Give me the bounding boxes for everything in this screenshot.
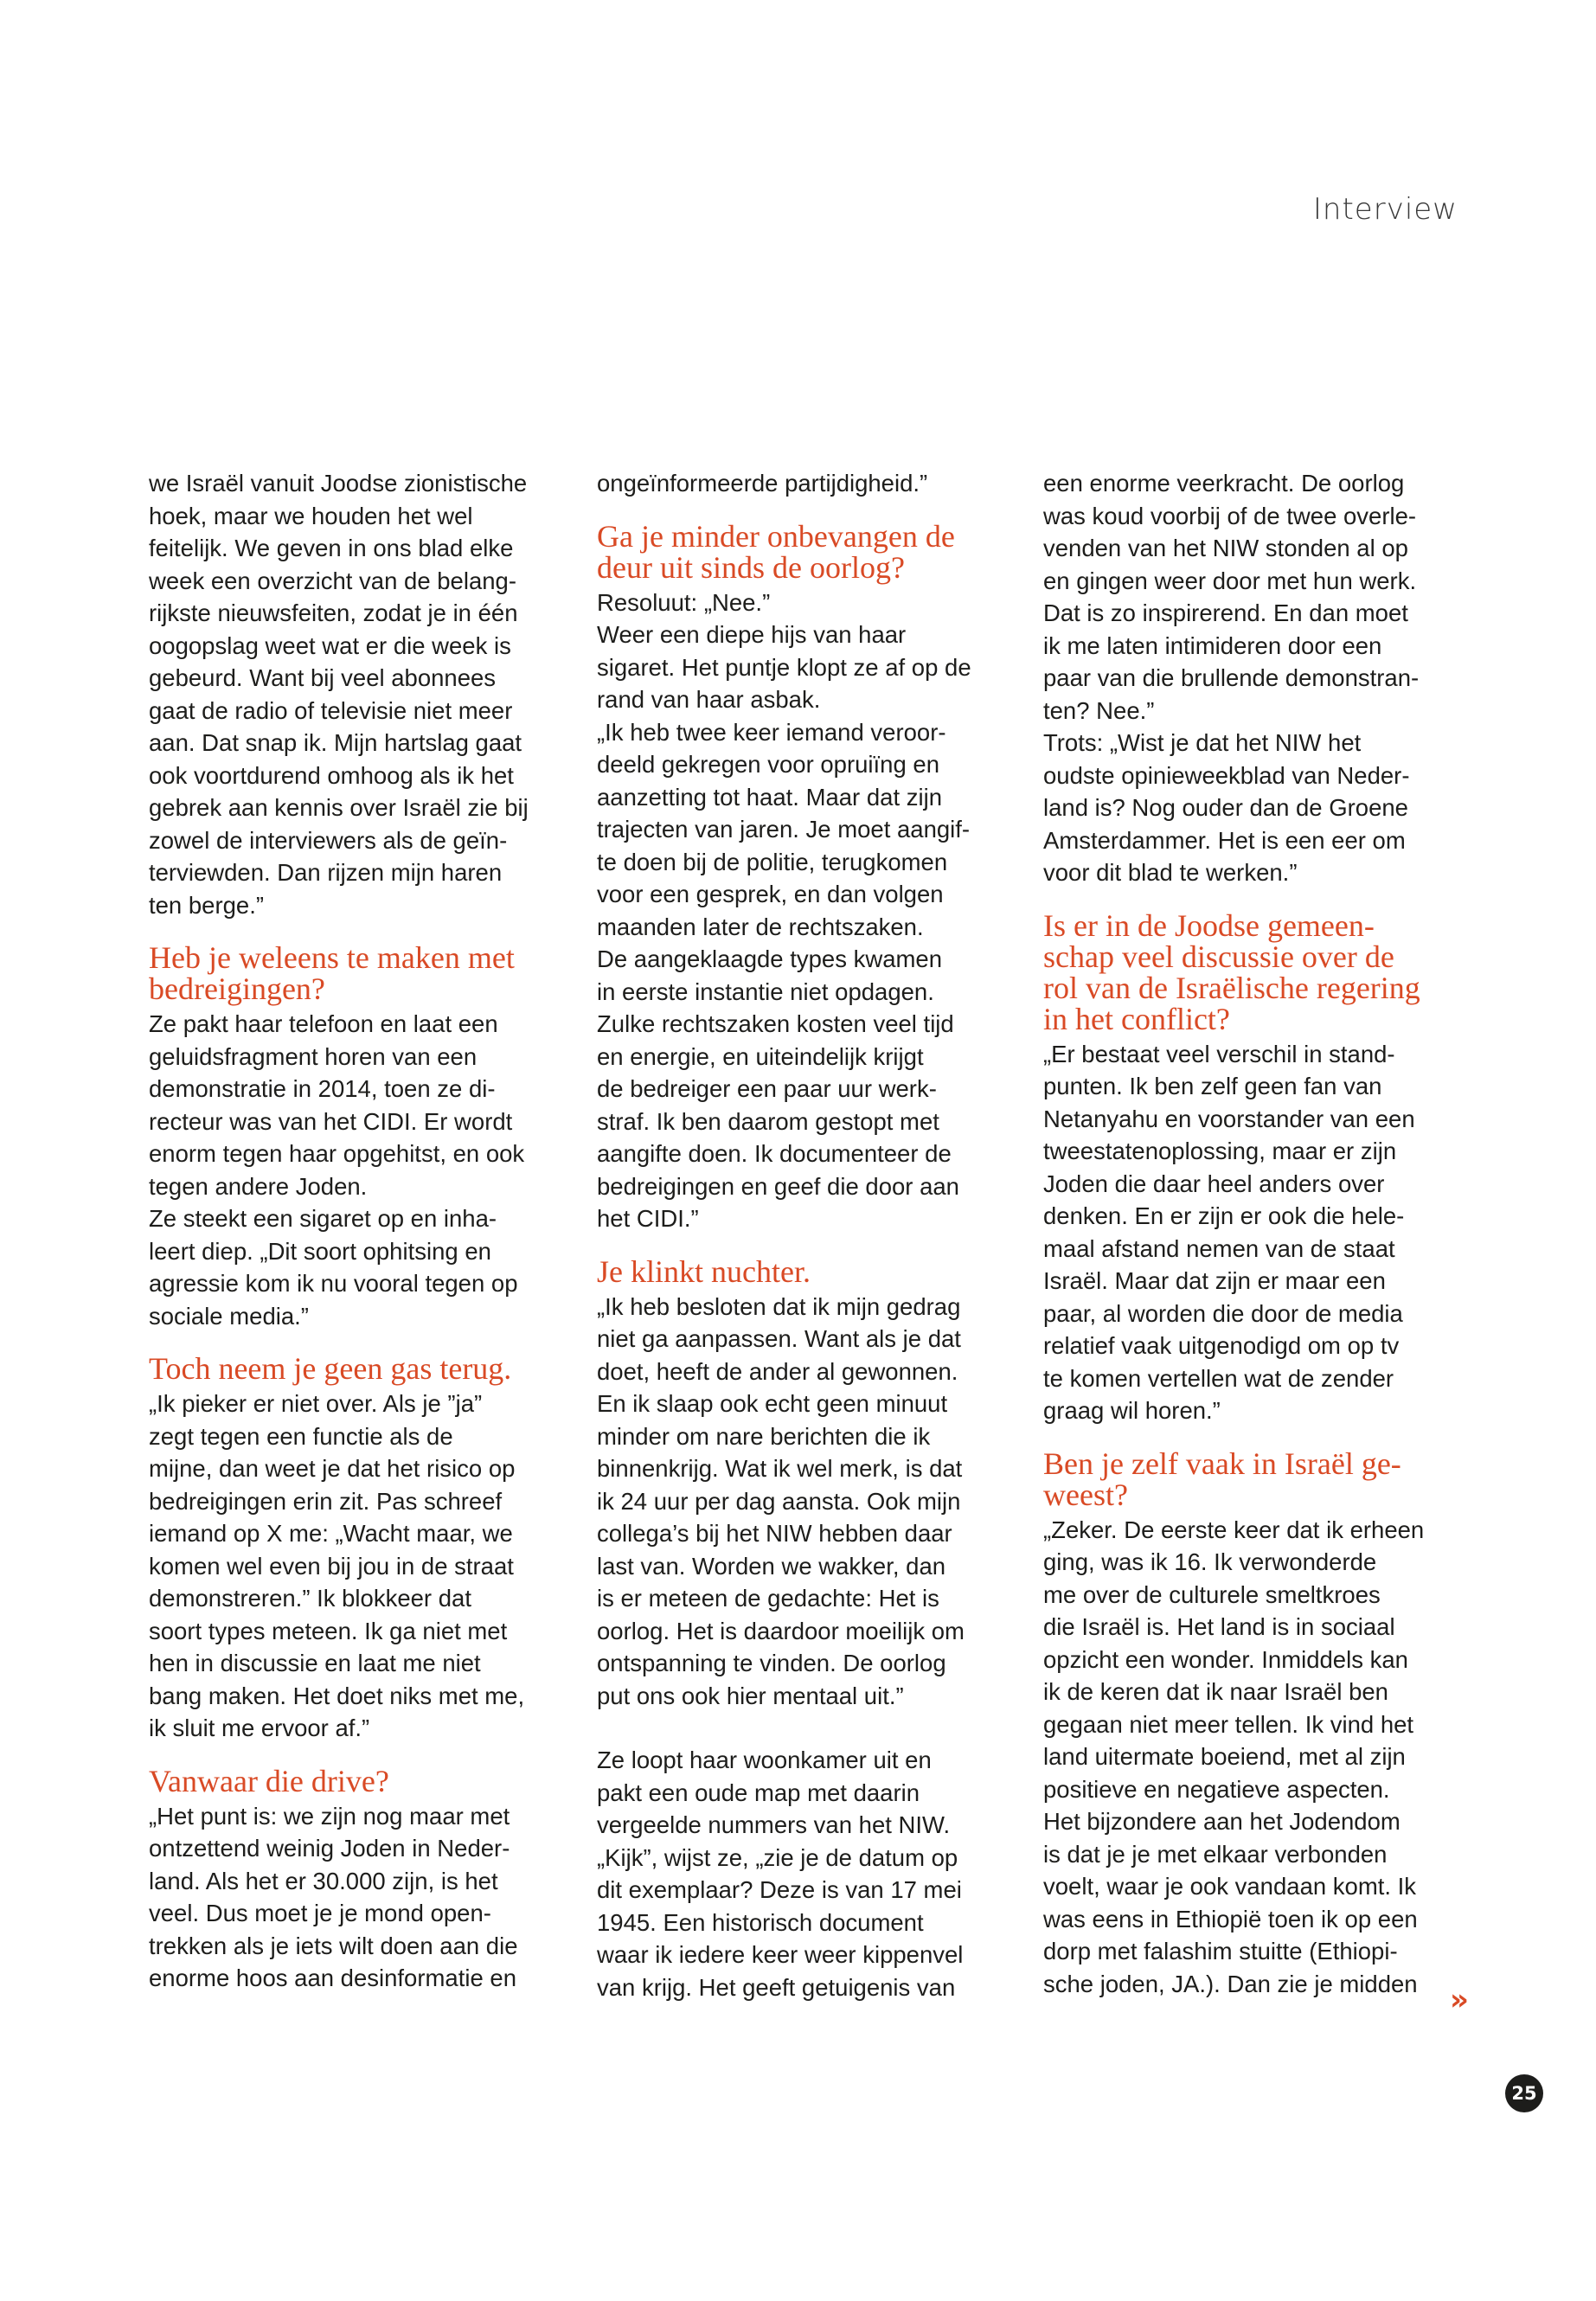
paragraph: „Zeker. De eerste keer dat ik erheen ging, was ik 16. Ik verwonderde me over de culturele smeltkroes die Israël is. Het land is in sociaal opzicht een wonder. Inmiddels kan ik de keren dat ik naar Israël ben gegaan niet meer tellen. Ik vind het land uitermate boeiend, met al zijn positieve en negatieve aspecten. Het bijzondere aan het Jodendom is dat je je met elkaar verbonden voelt, waar je ook vandaan komt. Ik was eens in Ethiopië toen ik op een dorp met falashim stuitte (Ethiopi- sche joden, JA.). Dan zie je midden (1043, 1516, 1425, 1997)
question-heading: Is er in de Joodse gemeen- schap veel discussie over de rol van de Israëlische regering in het conflict? (1043, 907, 1420, 1036)
paragraph: „Ik heb besloten dat ik mijn gedrag niet ga aanpassen. Want als je dat doet, heeft de ander al gewonnen. En ik slaap ook echt geen minuut minder om nare berichten die ik binnenkrijg. Wat ik wel merk, is dat ik 24 uur per dag aansta. Ook mijn collega’s bij het NIW hebben daar last van. Worden we wakker, dan is er meteen de gedachte: Het is oorlog. Het is daardoor moeilijk om ontspanning te vinden. De oorlog put ons ook hier mentaal uit.” (597, 1292, 965, 1709)
section-label: Interview (1312, 192, 1458, 227)
question-heading: Ga je minder onbevangen de deur uit sinds de oorlog? (597, 518, 955, 585)
paragraph: Resoluut: „Nee.” Weer een diepe hijs van haar sigaret. Het puntje klopt ze af op de rand van haar asbak. „Ik heb twee keer iemand veroor- deeld gekregen voor opruiïng en aanzetting tot haat. Maar dat zijn trajecten van jaren. Je moet aangif- te doen bij de politie, terugkomen voor een gesprek, en dan volgen maanden later de rechtszaken. De aangeklaagde types kwamen in eerste instantie niet opdagen. Zulke rechtszaken kosten veel tijd en energie, en uiteindelijk krijgt de bedreiger een paar uur werk- straf. Ik ben daarom gestopt met aangifte doen. Ik documenteer de bedreigingen en geef die door aan het CIDI.” (597, 588, 971, 1232)
continue-arrow-icon: » (1450, 1983, 1469, 2017)
paragraph: „Ik pieker er niet over. Als je ”ja” zegt tegen een functie als de mijne, dan weet je dat het risico op bedreigingen erin zit. Pas schreef iemand op X me: „Wacht maar, we komen wel even bij jou in de straat demonstreren.” Ik blokkeer dat soort types meteen. Ik ga niet met hen in discussie en laat me niet bang maken. Het doet niks met me, ik sluit me ervoor af.” (149, 1390, 525, 1741)
question-heading: Je klinkt nuchter. (597, 1253, 811, 1289)
question-heading: Vanwaar die drive? (149, 1763, 389, 1798)
column-3 (1043, 467, 1457, 2000)
paragraph: we Israël vanuit Joodse zionistische hoek, maar we houden het wel feitelijk. We geven in ons blad elke week een overzicht van de belang- rijkste nieuwsfeiten, zodat je in één oogopslag weet wat er die week is gebeurd. Want bij veel abonnees gaat de radio of televisie niet meer aan. Dat snap ik. Mijn hartslag gaat ook voortdurend omhoog als ik het gebrek aan kennis over Israël zie bij zowel de interviewers als de geïn- terviewden. Dan rijzen mijn haren ten berge.” (149, 470, 529, 919)
paragraph: een enorme veerkracht. De oorlog was koud voorbij of de twee overle- venden van het NIW stonden al op en gingen weer door met hun werk. Dat is zo inspirerend. En dan moet ik me laten intimideren door een paar van die brullende demonstran- ten? Nee.” Trots: „Wist je dat het NIW het oudste opinieweekblad van Neder- land is? Nog ouder dan de Groene Amsterdammer. Het is een eer om voor dit blad te werken.” (1043, 470, 1420, 886)
paragraph: Ze pakt haar telefoon en laat een geluidsfragment horen van een demonstratie in 2014, toen ze di- recteur was van het CIDI. Er wordt enorm tegen haar opgehitst, en ook tegen andere Joden. Ze steekt een sigaret op en inha- leert diep. „Dit soort ophitsing en agressie kom ik nu vooral tegen op sociale media.” (149, 1010, 525, 1330)
question-heading: Heb je weleens te maken met bedreigingen? (149, 940, 515, 1006)
paragraph: „Er bestaat veel verschil in stand- punten. Ik ben zelf geen fan van Netanyahu en voorstander van een tweestatenoplossing, maar er zijn Joden die daar heel anders over denken. En er zijn er ook die hele- maal afstand nemen van de staat Israël. Maar dat zijn er maar een paar, al worden die door de media relatief vaak uitgenodigd om op tv te komen vertellen wat de zender graag wil horen.” (1043, 1040, 1415, 1424)
page-number-badge: 25 (1505, 2074, 1543, 2112)
paragraph: „Het punt is: we zijn nog maar met ontzettend weinig Joden in Neder- land. Als het er 30.000 zijn, is het veel. Dus moet je je mond open- trekken als je iets wilt doen aan die enorme hoos aan desinformatie en (149, 1802, 518, 1991)
paragraph: ongeïnformeerde partijdigheid.” (597, 470, 928, 497)
question-heading: Toch neem je geen gas terug. (149, 1351, 512, 1386)
question-heading: Ben je zelf vaak in Israël ge- weest? (1043, 1445, 1401, 1512)
column-2 (597, 467, 1010, 2003)
paragraph: Ze loopt haar woonkamer uit en pakt een oude map met daarin vergeelde nummers van het NIW. „Kijk”, wijst ze, „zie je de datum op dit exemplaar? Deze is van 17 mei 1945. Een historisch document waar ik iedere keer weer kippenvel van krijg. Het geeft getuigenis van (597, 1747, 964, 2001)
column-1 (149, 467, 562, 1995)
